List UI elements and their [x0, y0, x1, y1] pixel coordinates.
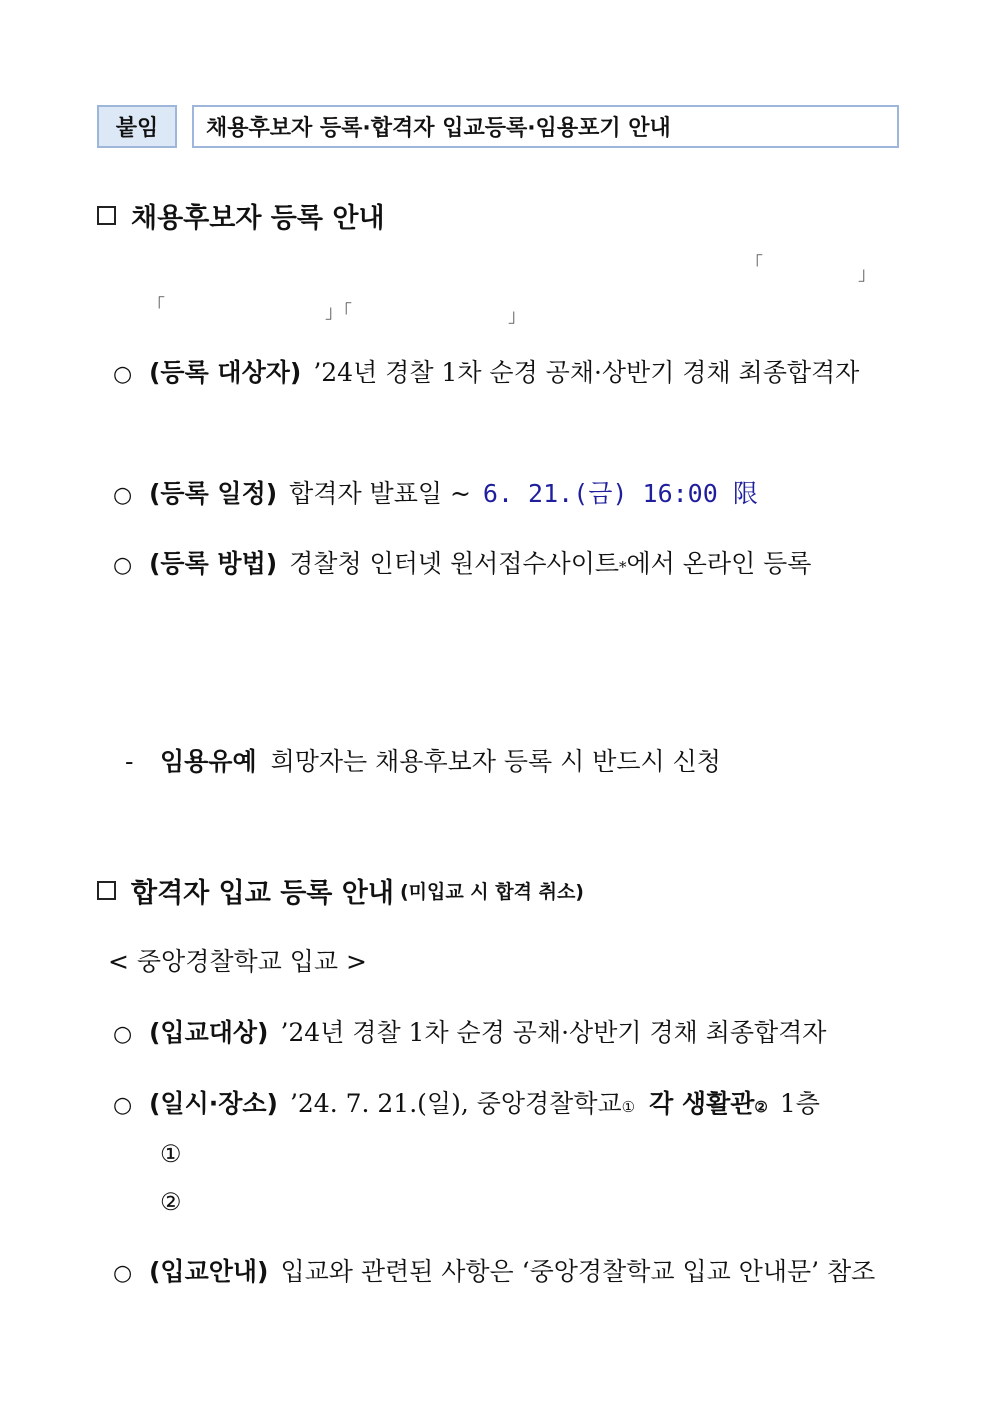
item-label: (입교안내) [149, 1257, 269, 1286]
list-item-entrance-target [113, 1013, 826, 1049]
bracket-close-open: 」「 [325, 302, 352, 323]
item-text-continued: 에서 온라인 등록 [626, 549, 812, 578]
subheading-police-academy: < 중앙경찰학교 입교 > [108, 947, 367, 976]
list-item-date-place [113, 1084, 820, 1120]
item-text-continued: 1층 [779, 1089, 820, 1118]
dash-marker: - [125, 747, 134, 776]
checkbox-square-icon [97, 206, 116, 225]
document-title: 채용후보자 등록·합격자 입교등록·임용포기 안내 [192, 105, 899, 148]
bullet-circle-icon: ○ [113, 483, 133, 508]
bracket-close: 」 [508, 306, 526, 327]
attachment-tag: 붙임 [97, 105, 177, 148]
bullet-circle-icon: ○ [113, 362, 133, 387]
item-bold-text: 각 생활관 [649, 1089, 755, 1118]
checkbox-square-icon [97, 881, 116, 900]
item-text: ’24년 경찰 1차 순경 공채·상반기 경채 최종합격자 [313, 358, 860, 387]
item-text: ’24. 7. 21.(일), 중앙경찰학교 [289, 1089, 622, 1118]
section-heading-text: 채용후보자 등록 안내 [131, 203, 385, 234]
note-deferment [125, 742, 721, 778]
item-text: 입교와 관련된 사항은 ‘중앙경찰학교 입교 안내문’ 참조 [280, 1257, 876, 1286]
bullet-circle-icon: ○ [113, 1093, 133, 1118]
list-item-registration-method [113, 544, 811, 580]
footnote-marker: * [619, 558, 627, 576]
item-text: ’24년 경찰 1차 순경 공채·상반기 경채 최종합격자 [280, 1018, 827, 1047]
footnote-2: ② [160, 1188, 182, 1216]
item-label: (입교대상) [149, 1018, 269, 1047]
footnote-marker: ② [754, 1098, 768, 1116]
section-heading-candidate-registration [97, 196, 385, 235]
item-label: (등록 대상자) [149, 358, 302, 387]
list-item-entrance-guide [113, 1252, 875, 1288]
section-heading-entrance-registration [97, 871, 584, 910]
item-label: (등록 방법) [149, 549, 278, 578]
section-heading-note: (미입교 시 합격 취소) [399, 881, 584, 903]
section-heading-text: 합격자 입교 등록 안내 [131, 878, 394, 909]
footnote-marker: ① [621, 1098, 636, 1116]
item-label: (등록 일정) [149, 479, 278, 508]
bracket-open: 「 [745, 254, 763, 275]
bullet-circle-icon: ○ [113, 1261, 133, 1286]
bullet-circle-icon: ○ [113, 1022, 133, 1047]
item-text: 경찰청 인터넷 원서접수사이트 [289, 549, 620, 578]
list-item-registration-schedule [113, 474, 758, 510]
footnote-1: ① [160, 1140, 182, 1168]
bracket-close: 」 [858, 264, 876, 285]
note-bold: 임용유예 [160, 747, 257, 776]
bracket-open: 「 [147, 296, 165, 317]
note-text: 희망자는 채용후보자 등록 시 반드시 신청 [270, 747, 721, 776]
list-item-registration-target [113, 353, 859, 389]
item-label: (일시·장소) [149, 1089, 278, 1118]
item-text: 합격자 발표일 ~ [289, 479, 471, 508]
bullet-circle-icon: ○ [113, 553, 133, 578]
deadline-highlight: 6. 21.(금) 16:00 限 [482, 479, 758, 508]
